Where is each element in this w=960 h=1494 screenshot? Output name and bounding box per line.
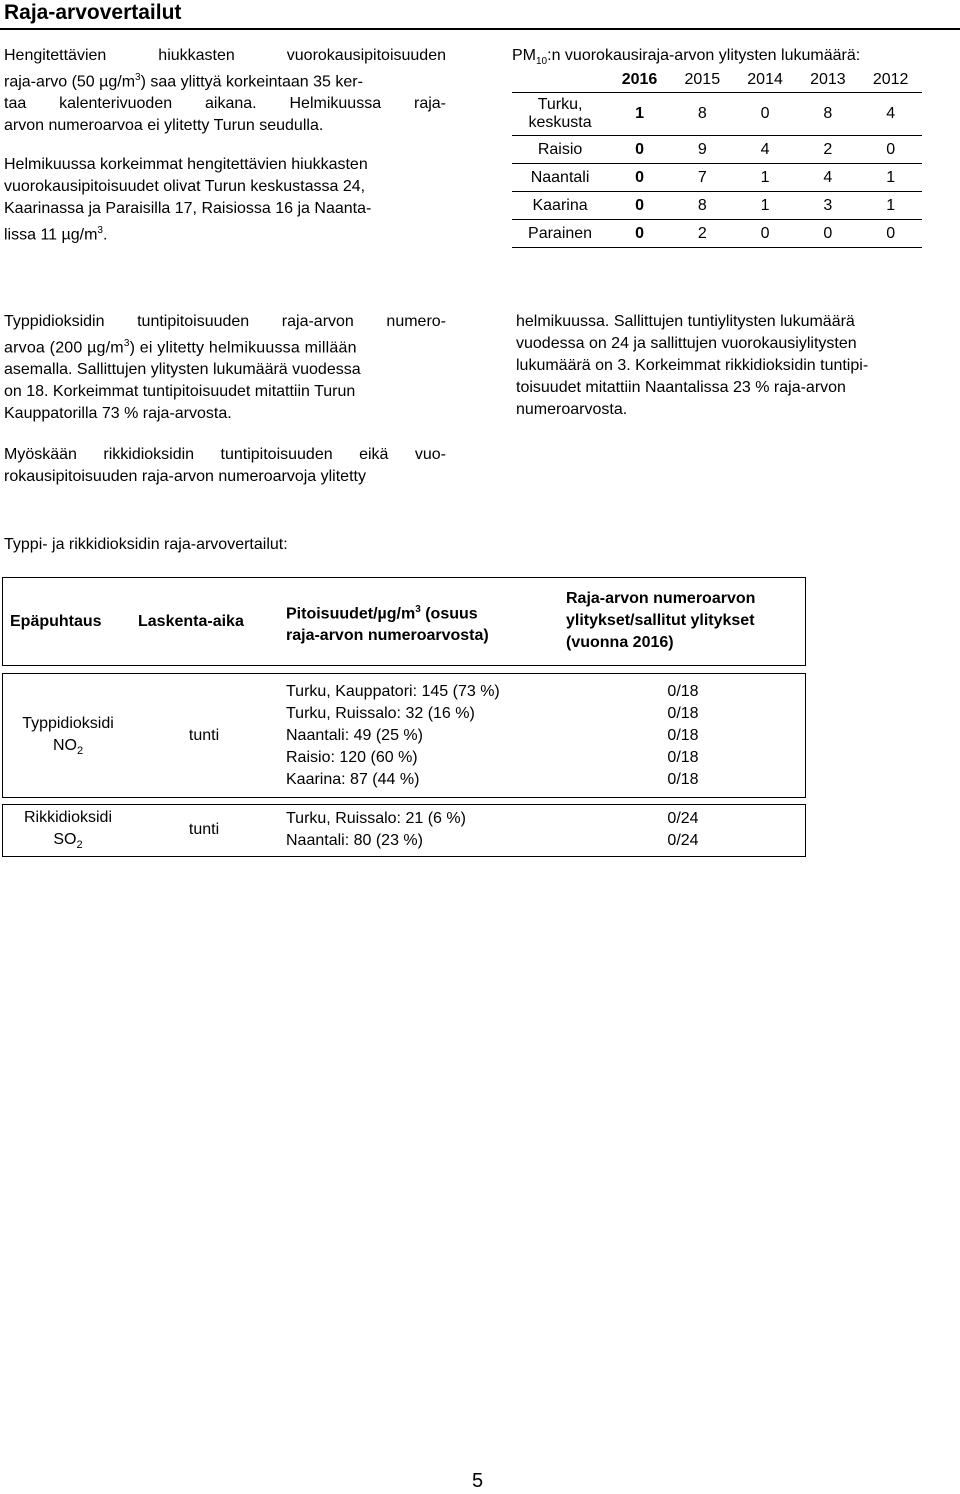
list-item: Naantali: 49 (25 %): [286, 727, 423, 744]
table-cell: 0: [760, 224, 770, 242]
page-title: Raja-arvovertailut: [4, 1, 182, 24]
table-cell: 8: [697, 105, 707, 122]
table-cell: 8: [823, 105, 833, 122]
table-cell: 1: [886, 168, 896, 186]
no2-exceedances: [560, 681, 806, 791]
table-cell: 0: [823, 224, 833, 242]
list-item: 0/24: [667, 810, 699, 827]
so2-paragraph-right: [516, 311, 958, 421]
table-cell: 1: [635, 105, 644, 122]
comparison-heading: Typpi- ja rikkidioksidin raja-arvovertailut:: [4, 536, 288, 553]
no2-line-3: asemalla. Sallittujen ylitysten lukumäärä vuodessa: [4, 361, 361, 379]
no2-line-5: Kauppatorilla 73 % raja-arvosta.: [4, 405, 232, 423]
heading-rule: [0, 28, 960, 30]
year-2013: 2013: [810, 71, 846, 88]
table-cell: 1: [760, 196, 770, 214]
table-cell: 4: [823, 168, 833, 186]
table-cell: 1: [886, 196, 896, 214]
list-item: 0/18: [667, 727, 699, 744]
pm10-row-parainen: Parainen 0 2 0 0 0: [512, 220, 922, 248]
list-item: Turku, Ruissalo: 32 (16 %): [286, 705, 475, 722]
table-cell: 0: [635, 168, 644, 186]
intro-line-4: arvon numeroarvoa ei ylitetty Turun seudulla.: [4, 117, 324, 135]
no2-line-1: Typpidioksidin tuntipitoisuuden raja-arvon numero-: [4, 313, 446, 330]
so2-paragraph-left: [4, 444, 446, 488]
highest-paragraph: [4, 154, 446, 246]
so2-right-line-1: helmikuussa. Sallittujen tuntiylitysten lukumäärä: [516, 313, 855, 330]
table-cell: 0: [886, 140, 896, 158]
so2-exceedances: [560, 808, 806, 852]
so2-line-1: Myöskään rikkidioksidin tuntipitoisuuden eikä vuo-: [4, 446, 446, 463]
list-item: 0/18: [667, 683, 699, 700]
pm10-table-title: $PM_{10}:n$ vuorokausiraja-arvon ylitysten lukumäärä:: [512, 47, 861, 68]
pm10-row-kaarina: Kaarina 0 8 1 3 1: [512, 192, 922, 220]
year-2012: 2012: [872, 71, 909, 88]
no2-paragraph: [4, 311, 446, 425]
so2-period: tunti: [188, 821, 220, 838]
no2-line-2: arvoa (200 $\mu g/m^3$) ei ylitetty helmikuussa millään: [4, 338, 357, 357]
list-item: Naantali: 80 (23 %): [286, 832, 423, 849]
table-cell: 8: [697, 196, 707, 214]
table-cell: 0: [635, 196, 644, 214]
year-2016: 2016: [621, 71, 658, 88]
year-2014: 2014: [747, 71, 783, 88]
highest-line-2: vuorokausipitoisuudet olivat Turun keskustassa 24,: [4, 178, 366, 195]
page-number: 5: [472, 1470, 484, 1492]
no2-concentrations: [286, 681, 500, 791]
intro-line-1: Hengitettävien hiukkasten vuorokausipitoisuuden: [4, 47, 446, 64]
no2-line-4: on 18. Korkeimmat tuntipitoisuudet mitattiin Turun: [4, 383, 356, 401]
intro-line-2: raja-arvo (50 $\mu g/m^3$) saa ylittyä korkeintaan 35 ker-: [4, 72, 363, 91]
intro-paragraph: [4, 45, 446, 137]
pm10-exceedance-table: [512, 44, 922, 248]
list-item: Turku, Ruissalo: 21 (6 %): [286, 810, 466, 827]
list-item: 0/24: [667, 832, 699, 849]
pm10-year-header: [512, 68, 922, 93]
so2-right-line-5: numeroarvosta.: [516, 401, 628, 418]
no2-pollutant: Typpidioksidi $NO_2$: [22, 715, 114, 758]
table-cell: 0: [886, 224, 896, 242]
highest-line-3: Kaarinassa ja Paraisilla 17, Raisiossa 16 ja Naanta-: [4, 200, 372, 217]
so2-right-line-3: lukumäärä on 3. Korkeimmat rikkidioksidin tuntipi-: [516, 357, 869, 374]
table-cell: 3: [823, 196, 833, 214]
list-item: 0/18: [667, 749, 699, 766]
table-cell: 2: [823, 140, 833, 158]
so2-right-line-4: toisuudet mitattiin Naantalissa 23 % raja-arvon: [516, 379, 846, 396]
so2-line-2: rokausipitoisuuden raja-arvon numeroarvoja ylitetty: [4, 468, 366, 485]
table-cell: 1: [760, 168, 770, 186]
no2-period: tunti: [188, 727, 220, 744]
table-cell: 4: [760, 140, 770, 158]
pm10-row-turku: Turku, keskusta 1 8 0 8 4: [512, 93, 922, 136]
so2-concentrations: [286, 808, 466, 852]
header-period: Laskenta-aika: [138, 613, 244, 630]
year-2015: 2015: [684, 71, 721, 88]
header-exceedances: Raja-arvon numeroarvon ylitykset/sallitut ylitykset (vuonna 2016): [566, 590, 756, 651]
table-cell: 0: [760, 105, 770, 122]
list-item: Kaarina: 87 (44 %): [286, 771, 420, 788]
highest-line-4: lissa 11 $\mu g/m^3$.: [4, 225, 108, 244]
table-cell: 0: [635, 140, 644, 158]
header-concentrations: Pitoisuudet/$\mu g/m^3$ (osuus raja-arvon numeroarvosta): [286, 604, 489, 645]
table-cell: 4: [886, 105, 896, 122]
header-pollutant: Epäpuhtaus: [10, 613, 102, 630]
table-cell: 9: [697, 140, 707, 158]
list-item: Turku, Kauppatori: 145 (73 %): [286, 683, 500, 700]
intro-line-3: taa kalenterivuoden aikana. Helmikuussa raja-: [4, 95, 446, 113]
so2-pollutant: Rikkidioksidi $SO_2$: [23, 809, 113, 852]
table-cell: 7: [697, 168, 707, 186]
table-cell: 0: [635, 224, 644, 242]
list-item: 0/18: [667, 705, 699, 722]
table-cell: 2: [697, 224, 707, 242]
so2-right-line-2: vuodessa on 24 ja sallittujen vuorokausiylitysten: [516, 335, 857, 352]
list-item: 0/18: [667, 771, 699, 788]
pm10-row-raisio: Raisio 0 9 4 2 0: [512, 136, 922, 164]
highest-line-1: Helmikuussa korkeimmat hengitettävien hiukkasten: [4, 156, 368, 173]
list-item: Raisio: 120 (60 %): [286, 749, 418, 766]
pm10-row-naantali: Naantali 0 7 1 4 1: [512, 164, 922, 192]
